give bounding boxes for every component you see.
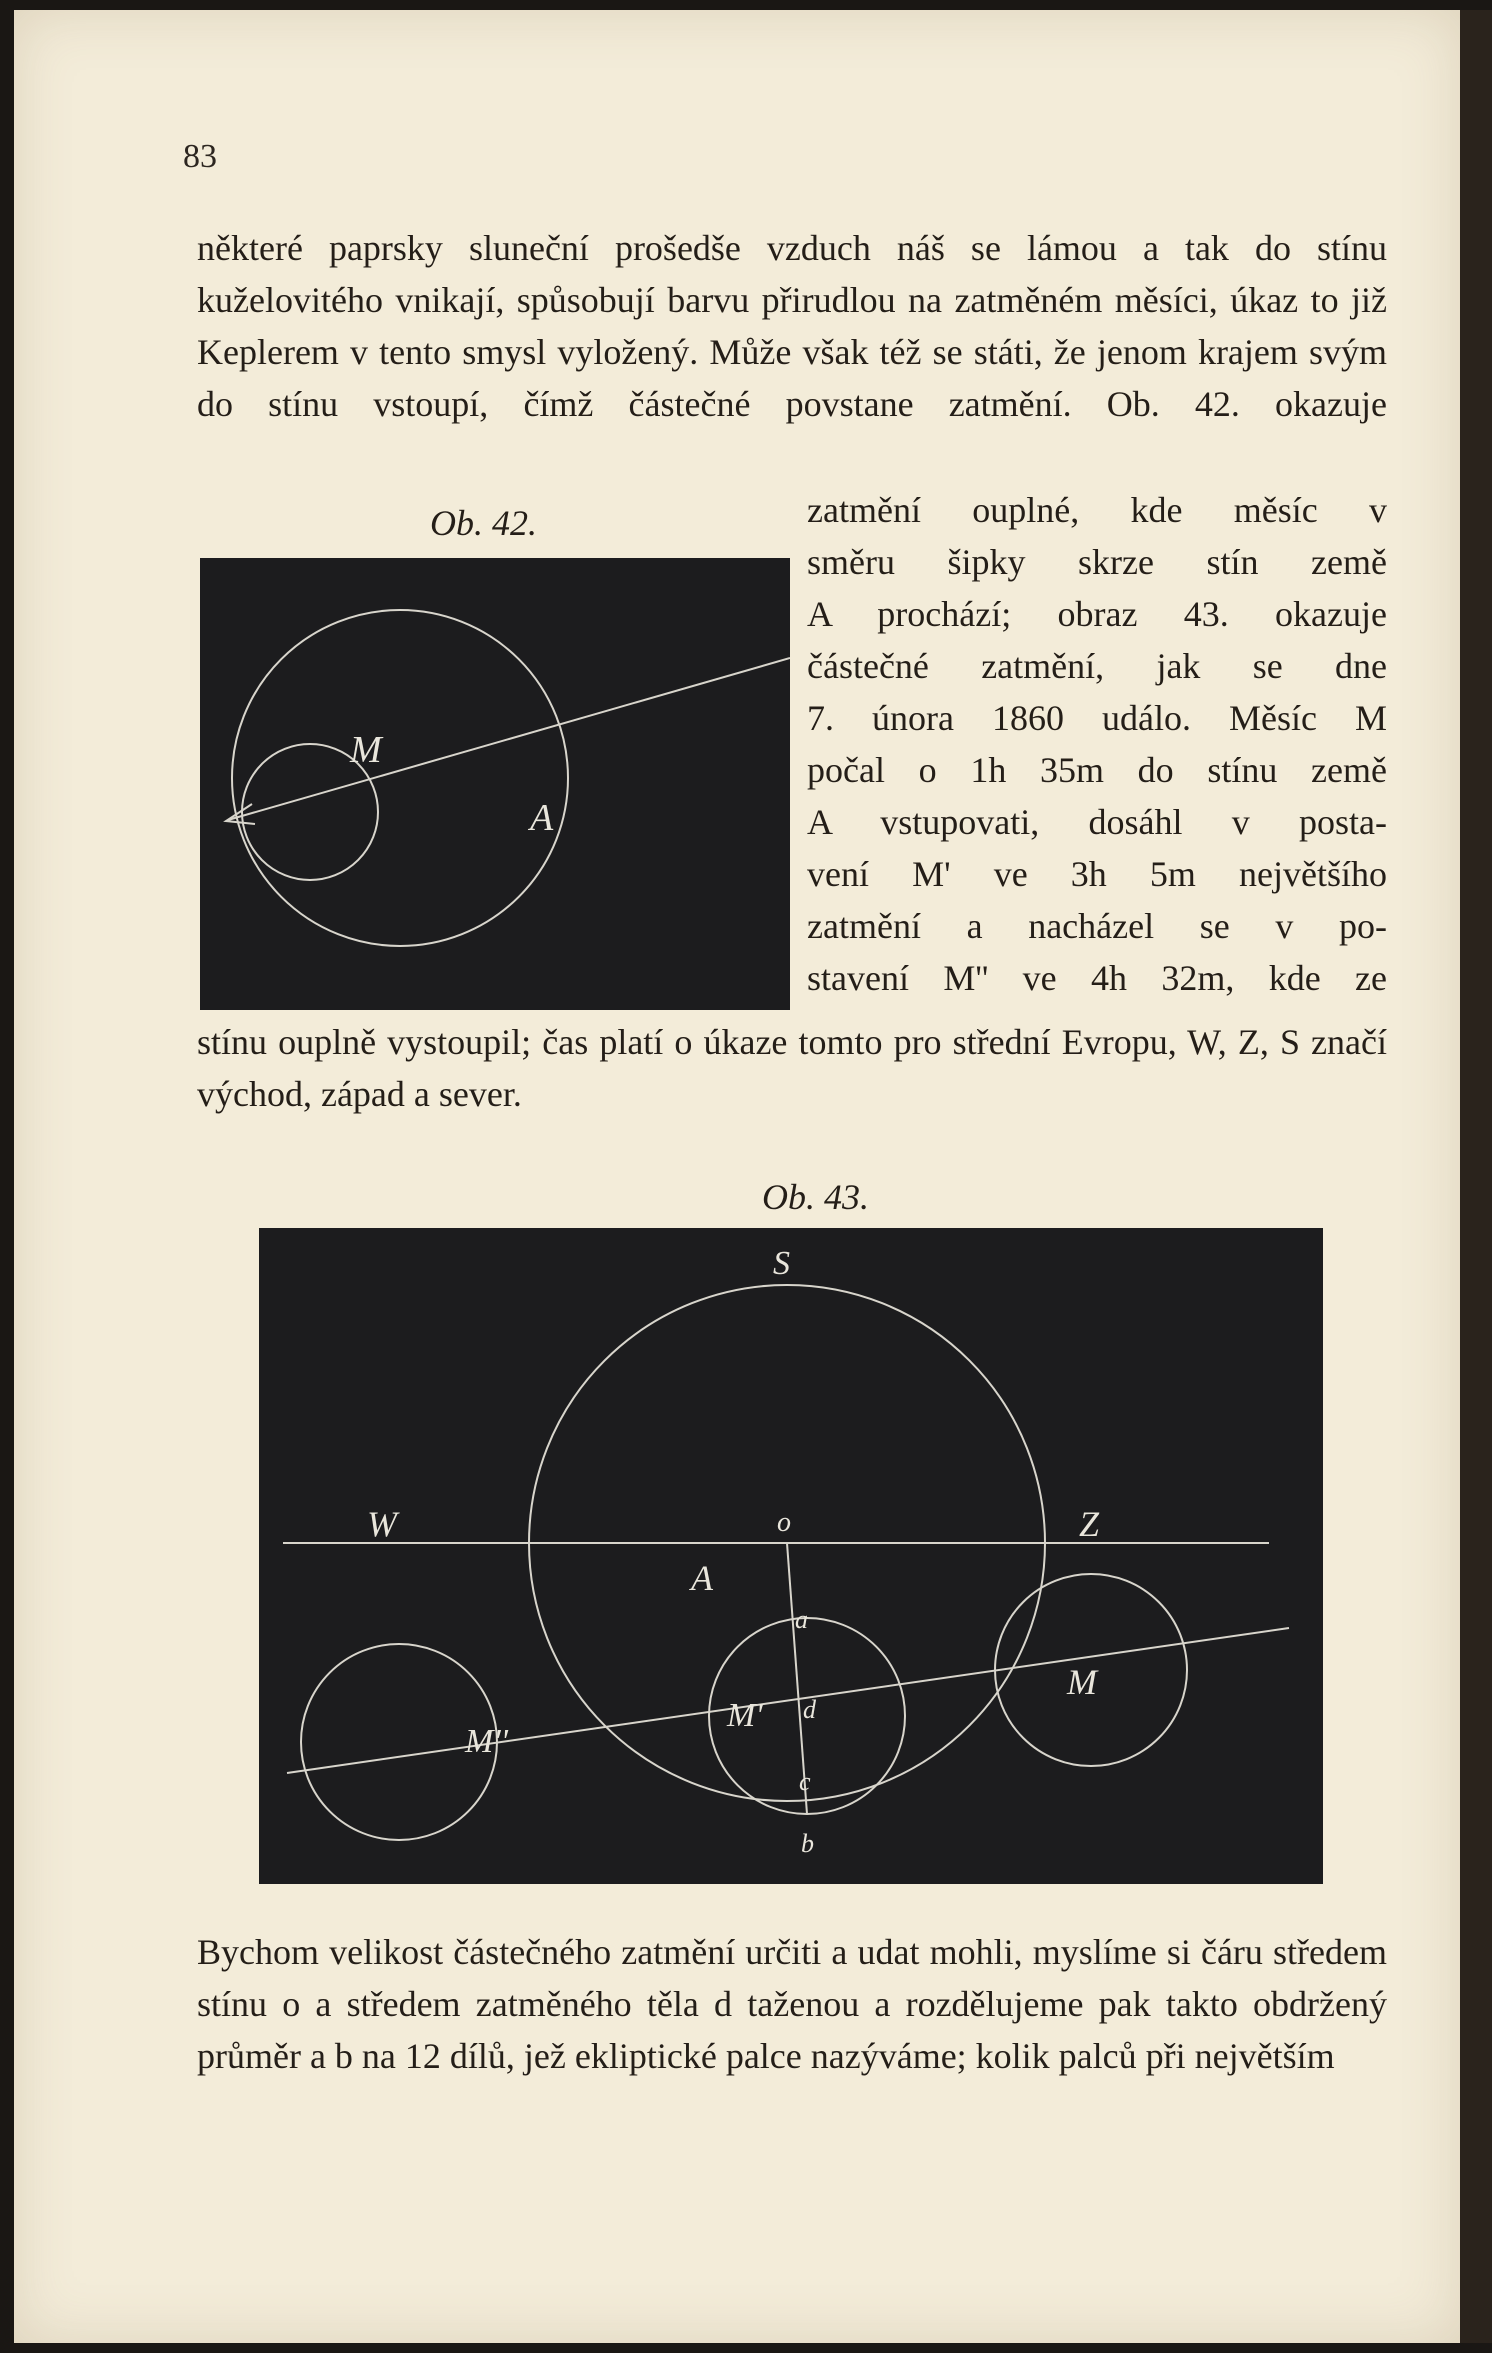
page-number: 83 [183, 138, 217, 175]
figure-42-caption: Ob. 42. [430, 503, 537, 543]
wrap-line-1: zatmění ouplné, kde měsíc v [807, 490, 1387, 530]
earth-shadow-circle [232, 610, 568, 946]
figure-43-caption: Ob. 43. [762, 1177, 869, 1217]
paragraph-partial-eclipse: Bychom velikost částečného zatmění určiti a udat mohli, myslíme si čáru středem stínu o a středem zatměného těla d taženou a rozdělujeme pak takto obdržený průměr a b na 12 dílů, jež ekliptické palce nazýváme; kolik palců při největším [197, 1932, 1387, 2076]
label-Z: Z [1079, 1504, 1100, 1544]
paragraph-intro: některé paprsky sluneční prošedše vzduch náš se lámou a tak do stínu kuželovitého vnikají, spůsobují barvu přirudlou na zatměném měsíci, úkaz to již Keplerem v tento smysl vyložený. Může však též se státi, že jenom krajem svým do stínu vstoupí, čímž částečné povstane zatmění. Ob. 42. okazuje [197, 228, 1387, 424]
page-edge-shadow [1460, 10, 1492, 2343]
figure-42 [200, 558, 790, 1010]
wrap-line-7: A vstupovati, dosáhl v posta- [807, 802, 1387, 842]
label-M-double-prime: M'' [465, 1723, 508, 1760]
label-W: W [367, 1504, 397, 1544]
label-a: a [795, 1605, 808, 1634]
figure-43 [259, 1228, 1323, 1884]
label-c: c [799, 1767, 811, 1796]
wrap-line-4: částečné zatmění, jak se dne [807, 646, 1387, 686]
label-o: o [777, 1507, 791, 1538]
moon-path-arrow-line [228, 658, 790, 820]
paragraph-continuation: stínu ouplně vystoupil; čas platí o úkaze tomto pro střední Evropu, W, Z, S značí východ, západ a sever. [197, 1022, 1387, 1114]
wrap-line-9: zatmění a nacházel se v po- [807, 906, 1387, 946]
moon-path-line [287, 1628, 1289, 1773]
label-M: M [350, 729, 382, 771]
label-M: M [1067, 1662, 1097, 1702]
wrap-line-2: směru šipky skrze stín země [807, 542, 1387, 582]
label-d: d [803, 1695, 816, 1724]
label-S: S [773, 1245, 790, 1282]
wrap-line-3: A prochází; obraz 43. okazuje [807, 594, 1387, 634]
label-b: b [801, 1829, 814, 1858]
wrap-line-10: stavení M'' ve 4h 32m, kde ze [807, 958, 1387, 998]
wrap-line-8: vení M' ve 3h 5m největšího [807, 854, 1387, 894]
label-A: A [691, 1558, 713, 1598]
wrap-line-5: 7. února 1860 událo. Měsíc M [807, 698, 1387, 738]
wrap-line-6: počal o 1h 35m do stínu země [807, 750, 1387, 790]
label-A: A [530, 797, 554, 839]
label-M-prime: M' [727, 1697, 763, 1734]
